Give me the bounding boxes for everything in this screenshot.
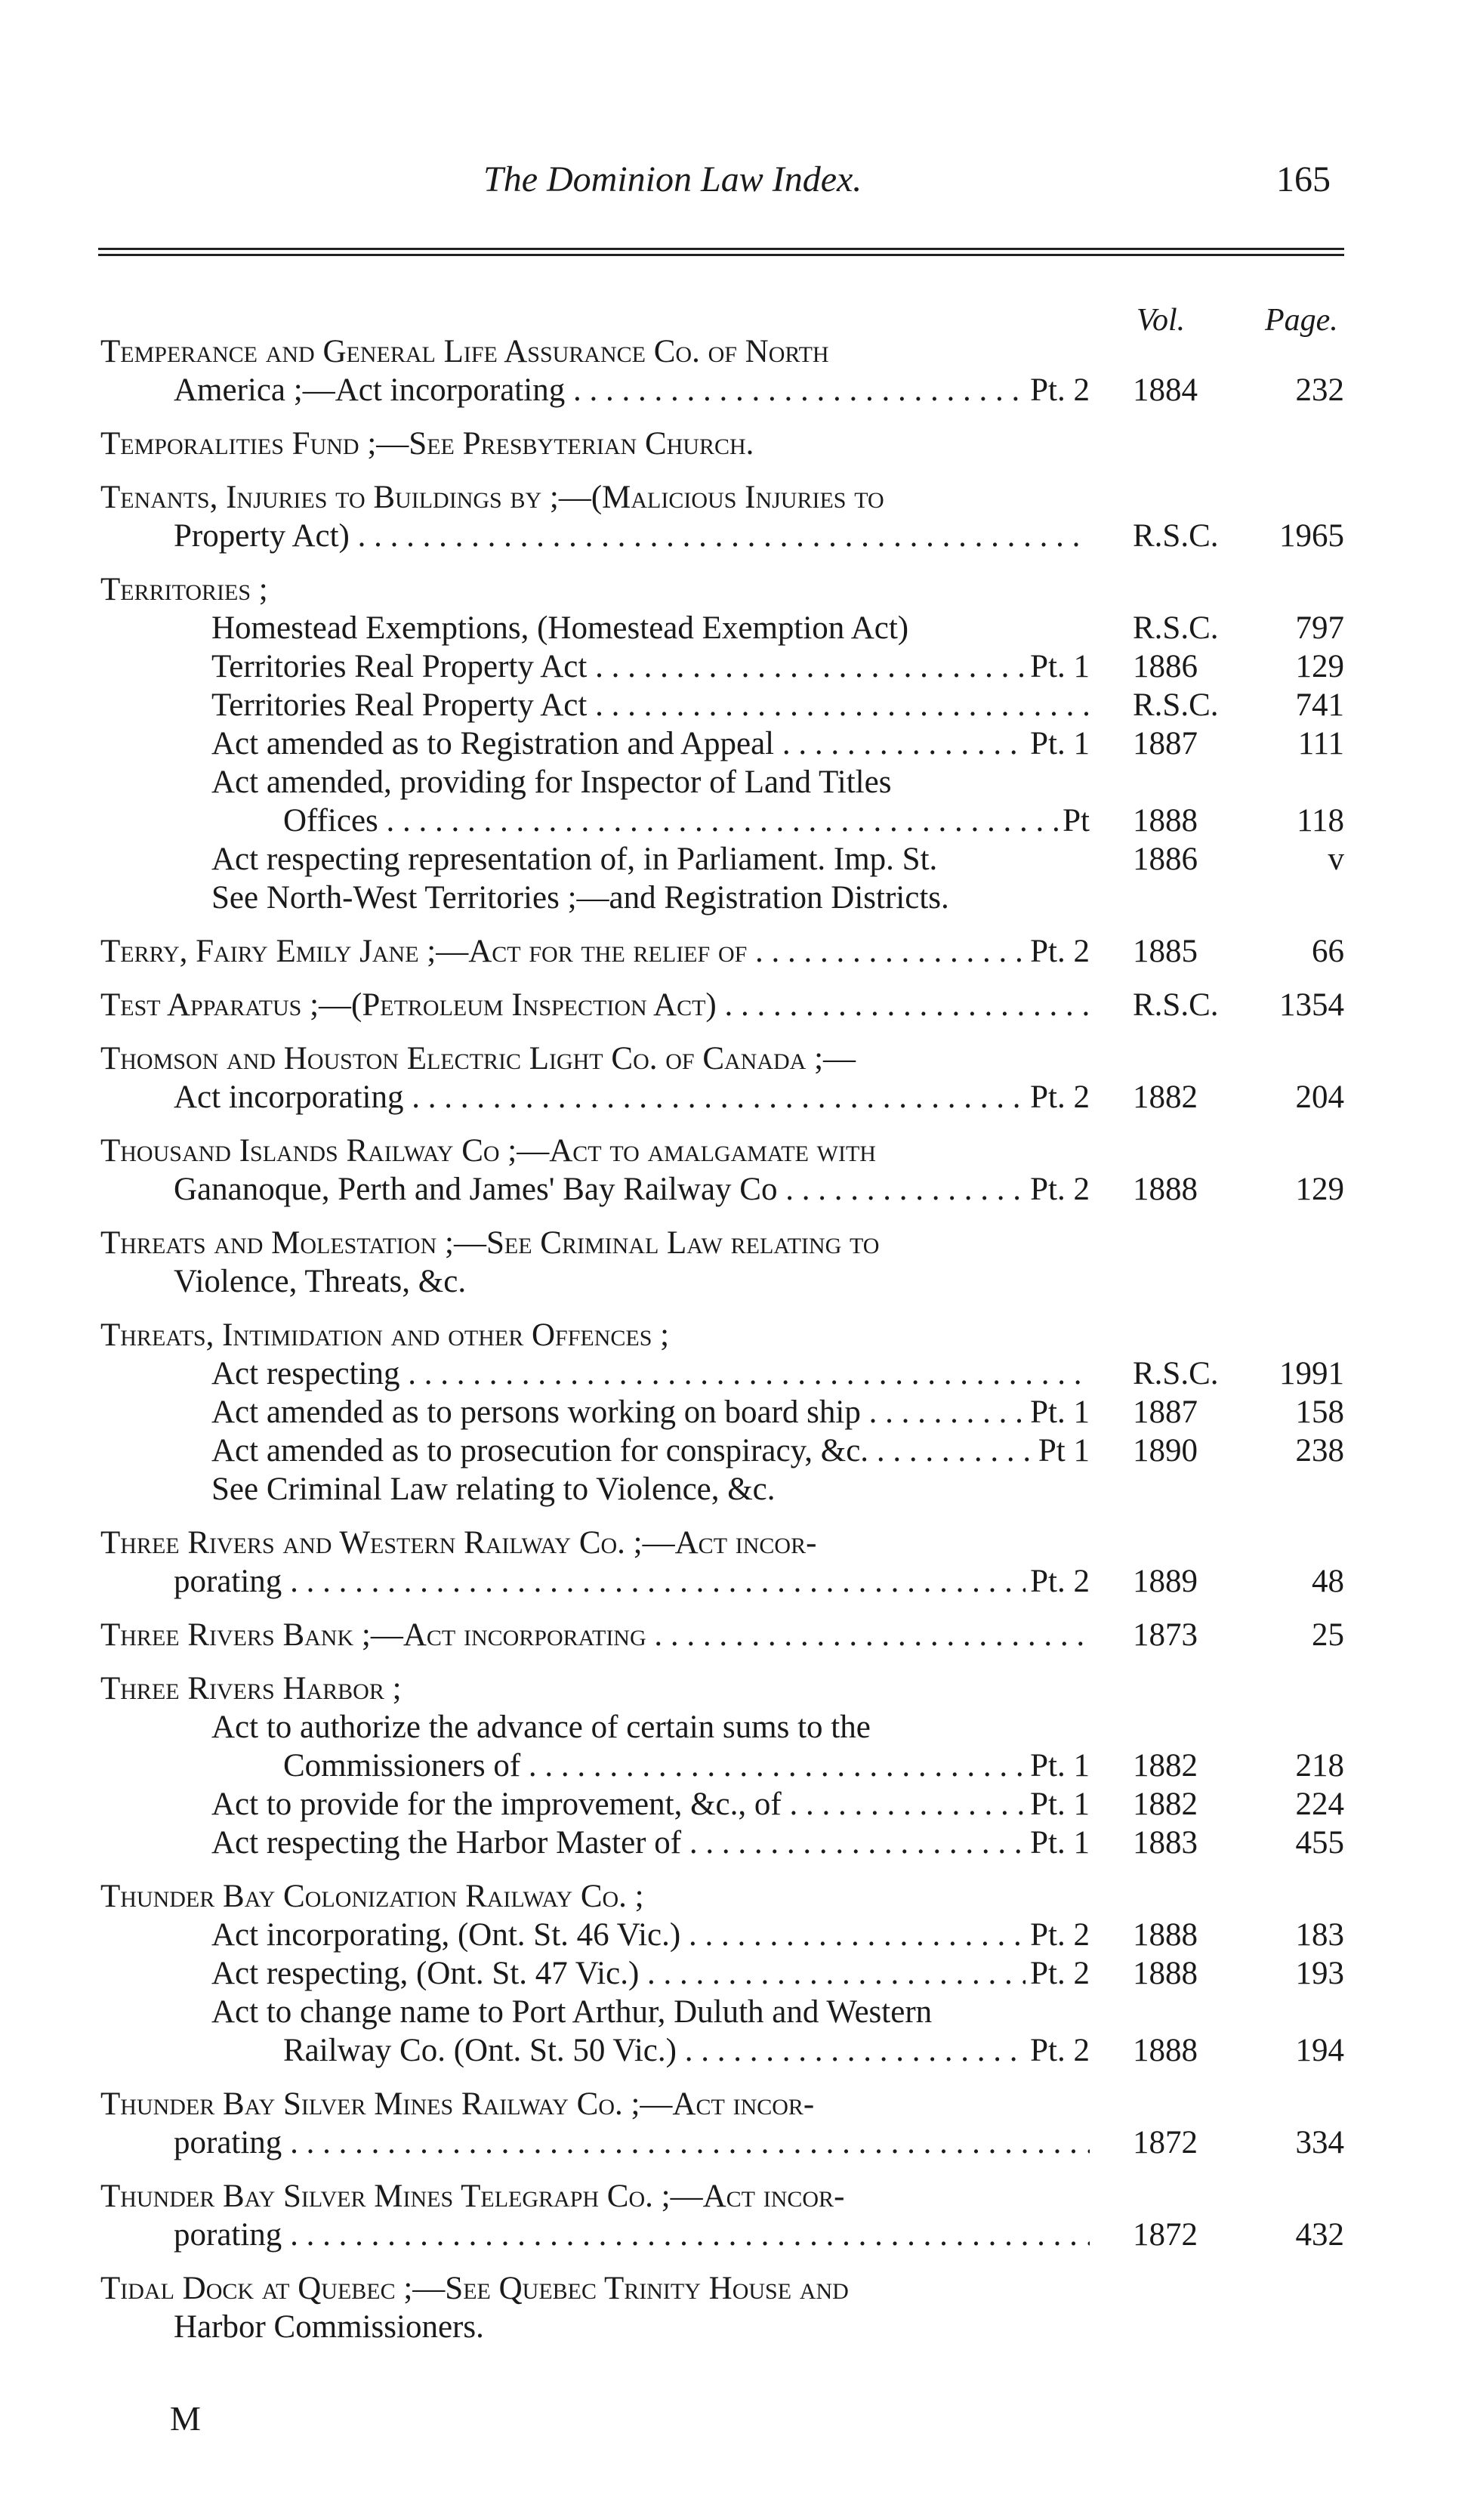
vol-column-heading: Vol. bbox=[1137, 303, 1186, 338]
entry-volume: 1887 bbox=[1133, 1394, 1198, 1430]
entry-text: Act respecting representation of, in Parliament. Imp. St. bbox=[211, 842, 938, 877]
entry-page: 158 bbox=[1295, 1394, 1344, 1430]
index-entry bbox=[0, 1316, 1462, 1509]
entry-line bbox=[0, 1393, 1462, 1431]
entry-line bbox=[0, 647, 1462, 686]
index-entry bbox=[0, 932, 1462, 971]
entry-line bbox=[0, 1785, 1462, 1824]
header-rule-bottom bbox=[98, 254, 1344, 256]
entry-volume: 1888 bbox=[1133, 803, 1198, 838]
entry-line bbox=[0, 1470, 1462, 1509]
entry-text: Tidal Dock at Quebec ;—See Quebec Trinity House and bbox=[100, 2271, 849, 2306]
entry-line bbox=[0, 1132, 1462, 1170]
entry-text: Act amended as to Registration and Appeal . . . bbox=[211, 724, 1026, 763]
entry-line bbox=[0, 1170, 1462, 1209]
entry-part: Pt. 1 bbox=[1030, 1787, 1090, 1822]
entry-line bbox=[0, 1354, 1462, 1393]
entry-text: Thomson and Houston Electric Light Co. of Canada ;— bbox=[100, 1041, 856, 1076]
running-title: The Dominion Law Index. bbox=[483, 159, 862, 199]
entry-volume: 1890 bbox=[1133, 1433, 1198, 1468]
entry-page: 741 bbox=[1295, 687, 1344, 723]
entry-part: Pt. 2 bbox=[1030, 1956, 1090, 1991]
entry-line bbox=[0, 1562, 1462, 1601]
entry-line bbox=[0, 371, 1462, 409]
entry-text: Harbor Commissioners. bbox=[174, 2309, 484, 2345]
entry-line bbox=[0, 2123, 1462, 2162]
entry-line bbox=[0, 1877, 1462, 1916]
index-entry bbox=[0, 1132, 1462, 1209]
entry-line bbox=[0, 1824, 1462, 1862]
entry-part: Pt 1 bbox=[1038, 1433, 1090, 1468]
entry-line bbox=[0, 2177, 1462, 2216]
entry-line bbox=[0, 425, 1462, 463]
entry-text: America ;—Act incorporating . . . bbox=[174, 371, 1026, 409]
entry-line bbox=[0, 1524, 1462, 1562]
index-entry bbox=[0, 1669, 1462, 1862]
entry-page: 232 bbox=[1295, 372, 1344, 408]
entry-text: Homestead Exemptions, (Homestead Exemption Act) bbox=[211, 610, 909, 646]
entry-text: Act respecting the Harbor Master of . . . bbox=[211, 1824, 1026, 1862]
index-entry bbox=[0, 332, 1462, 409]
entry-part: Pt. 2 bbox=[1030, 1172, 1090, 1207]
entry-line bbox=[0, 1262, 1462, 1301]
entry-text: porating . . . bbox=[174, 1562, 1026, 1601]
entry-text: Gananoque, Perth and James' Bay Railway Co . . . bbox=[174, 1170, 1026, 1209]
entry-page: 1354 bbox=[1279, 987, 1344, 1023]
entry-volume: 1888 bbox=[1133, 1172, 1198, 1207]
index-entry bbox=[0, 986, 1462, 1024]
entry-line bbox=[0, 986, 1462, 1024]
entry-text: Territories Real Property Act . . . bbox=[211, 686, 1090, 724]
entry-text: Test Apparatus ;—(Petroleum Inspection Act) . . . bbox=[100, 986, 1090, 1024]
entry-volume: 1873 bbox=[1133, 1617, 1198, 1653]
entry-volume: 1882 bbox=[1133, 1748, 1198, 1783]
entry-part: Pt. 2 bbox=[1030, 934, 1090, 969]
entry-text: Act to authorize the advance of certain sums to the bbox=[211, 1709, 871, 1745]
entry-text: Property Act) . . . bbox=[174, 517, 1090, 555]
entry-text: Temporalities Fund ;—See Presbyterian Church. bbox=[100, 426, 754, 462]
entry-line bbox=[0, 1669, 1462, 1708]
entry-page: 1991 bbox=[1279, 1356, 1344, 1391]
entry-line bbox=[0, 1431, 1462, 1470]
index-entries bbox=[0, 332, 1462, 2361]
entry-text: Thunder Bay Silver Mines Railway Co. ;—Act incor- bbox=[100, 2086, 815, 2122]
entry-text: Commissioners of . . . bbox=[283, 1746, 1026, 1785]
entry-text: porating . . . bbox=[174, 2216, 1090, 2254]
entry-volume: 1888 bbox=[1133, 1917, 1198, 1953]
entry-page: 25 bbox=[1312, 1617, 1344, 1653]
index-entry bbox=[0, 1039, 1462, 1116]
entry-text: Terry, Fairy Emily Jane ;—Act for the relief of . . . bbox=[100, 932, 1026, 971]
entry-page: 118 bbox=[1297, 803, 1344, 838]
entry-text: Threats, Intimidation and other Offences ; bbox=[100, 1317, 670, 1353]
entry-part: Pt. 1 bbox=[1030, 1748, 1090, 1783]
entry-line bbox=[0, 879, 1462, 917]
entry-page: 129 bbox=[1295, 1172, 1344, 1207]
entry-text: Act to provide for the improvement, &c., of . . . bbox=[211, 1785, 1026, 1824]
entry-volume: 1886 bbox=[1133, 649, 1198, 684]
entry-text: Three Rivers Harbor ; bbox=[100, 1671, 402, 1706]
entry-line bbox=[0, 2031, 1462, 2070]
entry-line bbox=[0, 2269, 1462, 2308]
entry-page: 48 bbox=[1312, 1564, 1344, 1599]
entry-line bbox=[0, 1916, 1462, 1954]
entry-part: Pt. 2 bbox=[1030, 1079, 1090, 1115]
entry-volume: 1885 bbox=[1133, 934, 1198, 969]
entry-line bbox=[0, 686, 1462, 724]
entry-line bbox=[0, 2308, 1462, 2346]
entry-volume: R.S.C. bbox=[1133, 610, 1219, 646]
entry-line bbox=[0, 1954, 1462, 1993]
entry-volume: 1882 bbox=[1133, 1787, 1198, 1822]
entry-part: Pt. 1 bbox=[1030, 1394, 1090, 1430]
entry-text: Act incorporating, (Ont. St. 46 Vic.) . . . bbox=[211, 1916, 1026, 1954]
entry-text: Thunder Bay Silver Mines Telegraph Co. ;—Act incor- bbox=[100, 2179, 845, 2214]
entry-text: Territories ; bbox=[100, 572, 268, 607]
entry-line bbox=[0, 1316, 1462, 1354]
entry-volume: 1872 bbox=[1133, 2125, 1198, 2160]
entry-line bbox=[0, 2085, 1462, 2123]
entry-line bbox=[0, 1616, 1462, 1654]
entry-page: 224 bbox=[1295, 1787, 1344, 1822]
entry-page: 334 bbox=[1295, 2125, 1344, 2160]
entry-text: Temperance and General Life Assurance Co. of North bbox=[100, 334, 829, 369]
entry-line bbox=[0, 570, 1462, 609]
entry-page: 204 bbox=[1295, 1079, 1344, 1115]
entry-page: 183 bbox=[1295, 1917, 1344, 1953]
entry-page: 66 bbox=[1312, 934, 1344, 969]
entry-volume: 1889 bbox=[1133, 1564, 1198, 1599]
entry-volume: 1887 bbox=[1133, 726, 1198, 761]
entry-volume: 1888 bbox=[1133, 1956, 1198, 1991]
entry-line bbox=[0, 478, 1462, 517]
entry-line bbox=[0, 2216, 1462, 2254]
entry-text: Three Rivers Bank ;—Act incorporating . . . bbox=[100, 1616, 1090, 1654]
entry-part: Pt. 1 bbox=[1030, 649, 1090, 684]
running-header bbox=[0, 159, 1462, 212]
entry-page: 1965 bbox=[1279, 518, 1344, 554]
entry-page: 193 bbox=[1295, 1956, 1344, 1991]
entry-page: 238 bbox=[1295, 1433, 1344, 1468]
signature-mark: M bbox=[170, 2399, 201, 2438]
index-entry bbox=[0, 1524, 1462, 1601]
entry-part: Pt. 2 bbox=[1030, 1917, 1090, 1953]
entry-text: Territories Real Property Act . . . bbox=[211, 647, 1026, 686]
entry-text: Act amended, providing for Inspector of Land Titles bbox=[211, 764, 892, 800]
entry-text: Act respecting, (Ont. St. 47 Vic.) . . . bbox=[211, 1954, 1026, 1993]
entry-text: Threats and Molestation ;—See Criminal Law relating to bbox=[100, 1225, 880, 1261]
entry-page: 797 bbox=[1295, 610, 1344, 646]
entry-part: Pt. 2 bbox=[1030, 2033, 1090, 2068]
entry-line bbox=[0, 1708, 1462, 1746]
entry-page: 455 bbox=[1295, 1825, 1344, 1861]
entry-part: Pt. 1 bbox=[1030, 1825, 1090, 1861]
entry-line bbox=[0, 801, 1462, 840]
entry-volume: 1872 bbox=[1133, 2217, 1198, 2253]
entry-line bbox=[0, 840, 1462, 879]
index-entry bbox=[0, 1616, 1462, 1654]
entry-volume: R.S.C. bbox=[1133, 687, 1219, 723]
entry-page: 432 bbox=[1295, 2217, 1344, 2253]
index-entry bbox=[0, 2085, 1462, 2162]
entry-text: Railway Co. (Ont. St. 50 Vic.) . . . bbox=[283, 2031, 1026, 2070]
index-entry bbox=[0, 2177, 1462, 2254]
entry-page: v bbox=[1328, 842, 1344, 877]
entry-volume: R.S.C. bbox=[1133, 518, 1219, 554]
entry-text: See North-West Territories ;—and Registration Districts. bbox=[211, 880, 949, 916]
entry-line bbox=[0, 1039, 1462, 1078]
entry-text: Act respecting . . . bbox=[211, 1354, 1090, 1393]
entry-text: Three Rivers and Western Railway Co. ;—Act incor- bbox=[100, 1525, 817, 1561]
index-entry bbox=[0, 478, 1462, 555]
entry-text: Act amended as to prosecution for conspiracy, &c. . . . bbox=[211, 1431, 1034, 1470]
entry-page: 218 bbox=[1295, 1748, 1344, 1783]
entry-line bbox=[0, 609, 1462, 647]
entry-text: Tenants, Injuries to Buildings by ;—(Malicious Injuries to bbox=[100, 480, 884, 515]
entry-line bbox=[0, 763, 1462, 801]
entry-volume: 1886 bbox=[1133, 842, 1198, 877]
entry-volume: 1884 bbox=[1133, 372, 1198, 408]
entry-text: Violence, Threats, &c. bbox=[174, 1264, 467, 1299]
entry-line bbox=[0, 1224, 1462, 1262]
entry-line bbox=[0, 517, 1462, 555]
entry-page: 194 bbox=[1295, 2033, 1344, 2068]
index-entry bbox=[0, 1877, 1462, 2070]
index-entry bbox=[0, 1224, 1462, 1301]
entry-text: Thousand Islands Railway Co ;—Act to amalgamate with bbox=[100, 1133, 876, 1169]
entry-text: Thunder Bay Colonization Railway Co. ; bbox=[100, 1879, 644, 1914]
entry-text: porating . . . bbox=[174, 2123, 1090, 2162]
index-entry bbox=[0, 570, 1462, 917]
entry-part: Pt. 2 bbox=[1030, 372, 1090, 408]
entry-volume: R.S.C. bbox=[1133, 987, 1219, 1023]
entry-volume: 1888 bbox=[1133, 2033, 1198, 2068]
entry-text: Offices . . . bbox=[283, 801, 1058, 840]
entry-page: 111 bbox=[1297, 726, 1344, 761]
entry-text: Act incorporating . . . bbox=[174, 1078, 1026, 1116]
entry-page: 129 bbox=[1295, 649, 1344, 684]
entry-text: Act amended as to persons working on board ship . . . bbox=[211, 1393, 1026, 1431]
entry-line bbox=[0, 724, 1462, 763]
entry-line bbox=[0, 332, 1462, 371]
entry-line bbox=[0, 1993, 1462, 2031]
page-column-heading: Page. bbox=[1265, 303, 1338, 338]
page-number: 165 bbox=[1276, 159, 1331, 199]
entry-volume: R.S.C. bbox=[1133, 1356, 1219, 1391]
index-entry bbox=[0, 2269, 1462, 2346]
entry-volume: 1883 bbox=[1133, 1825, 1198, 1861]
entry-part: Pt bbox=[1063, 803, 1090, 838]
entry-text: Act to change name to Port Arthur, Duluth and Western bbox=[211, 1994, 933, 2030]
entry-line bbox=[0, 1746, 1462, 1785]
header-rule-top bbox=[98, 248, 1344, 250]
entry-line bbox=[0, 1078, 1462, 1116]
entry-line bbox=[0, 932, 1462, 971]
entry-part: Pt. 1 bbox=[1030, 726, 1090, 761]
entry-part: Pt. 2 bbox=[1030, 1564, 1090, 1599]
entry-text: See Criminal Law relating to Violence, &c. bbox=[211, 1472, 776, 1507]
index-entry bbox=[0, 425, 1462, 463]
entry-volume: 1882 bbox=[1133, 1079, 1198, 1115]
